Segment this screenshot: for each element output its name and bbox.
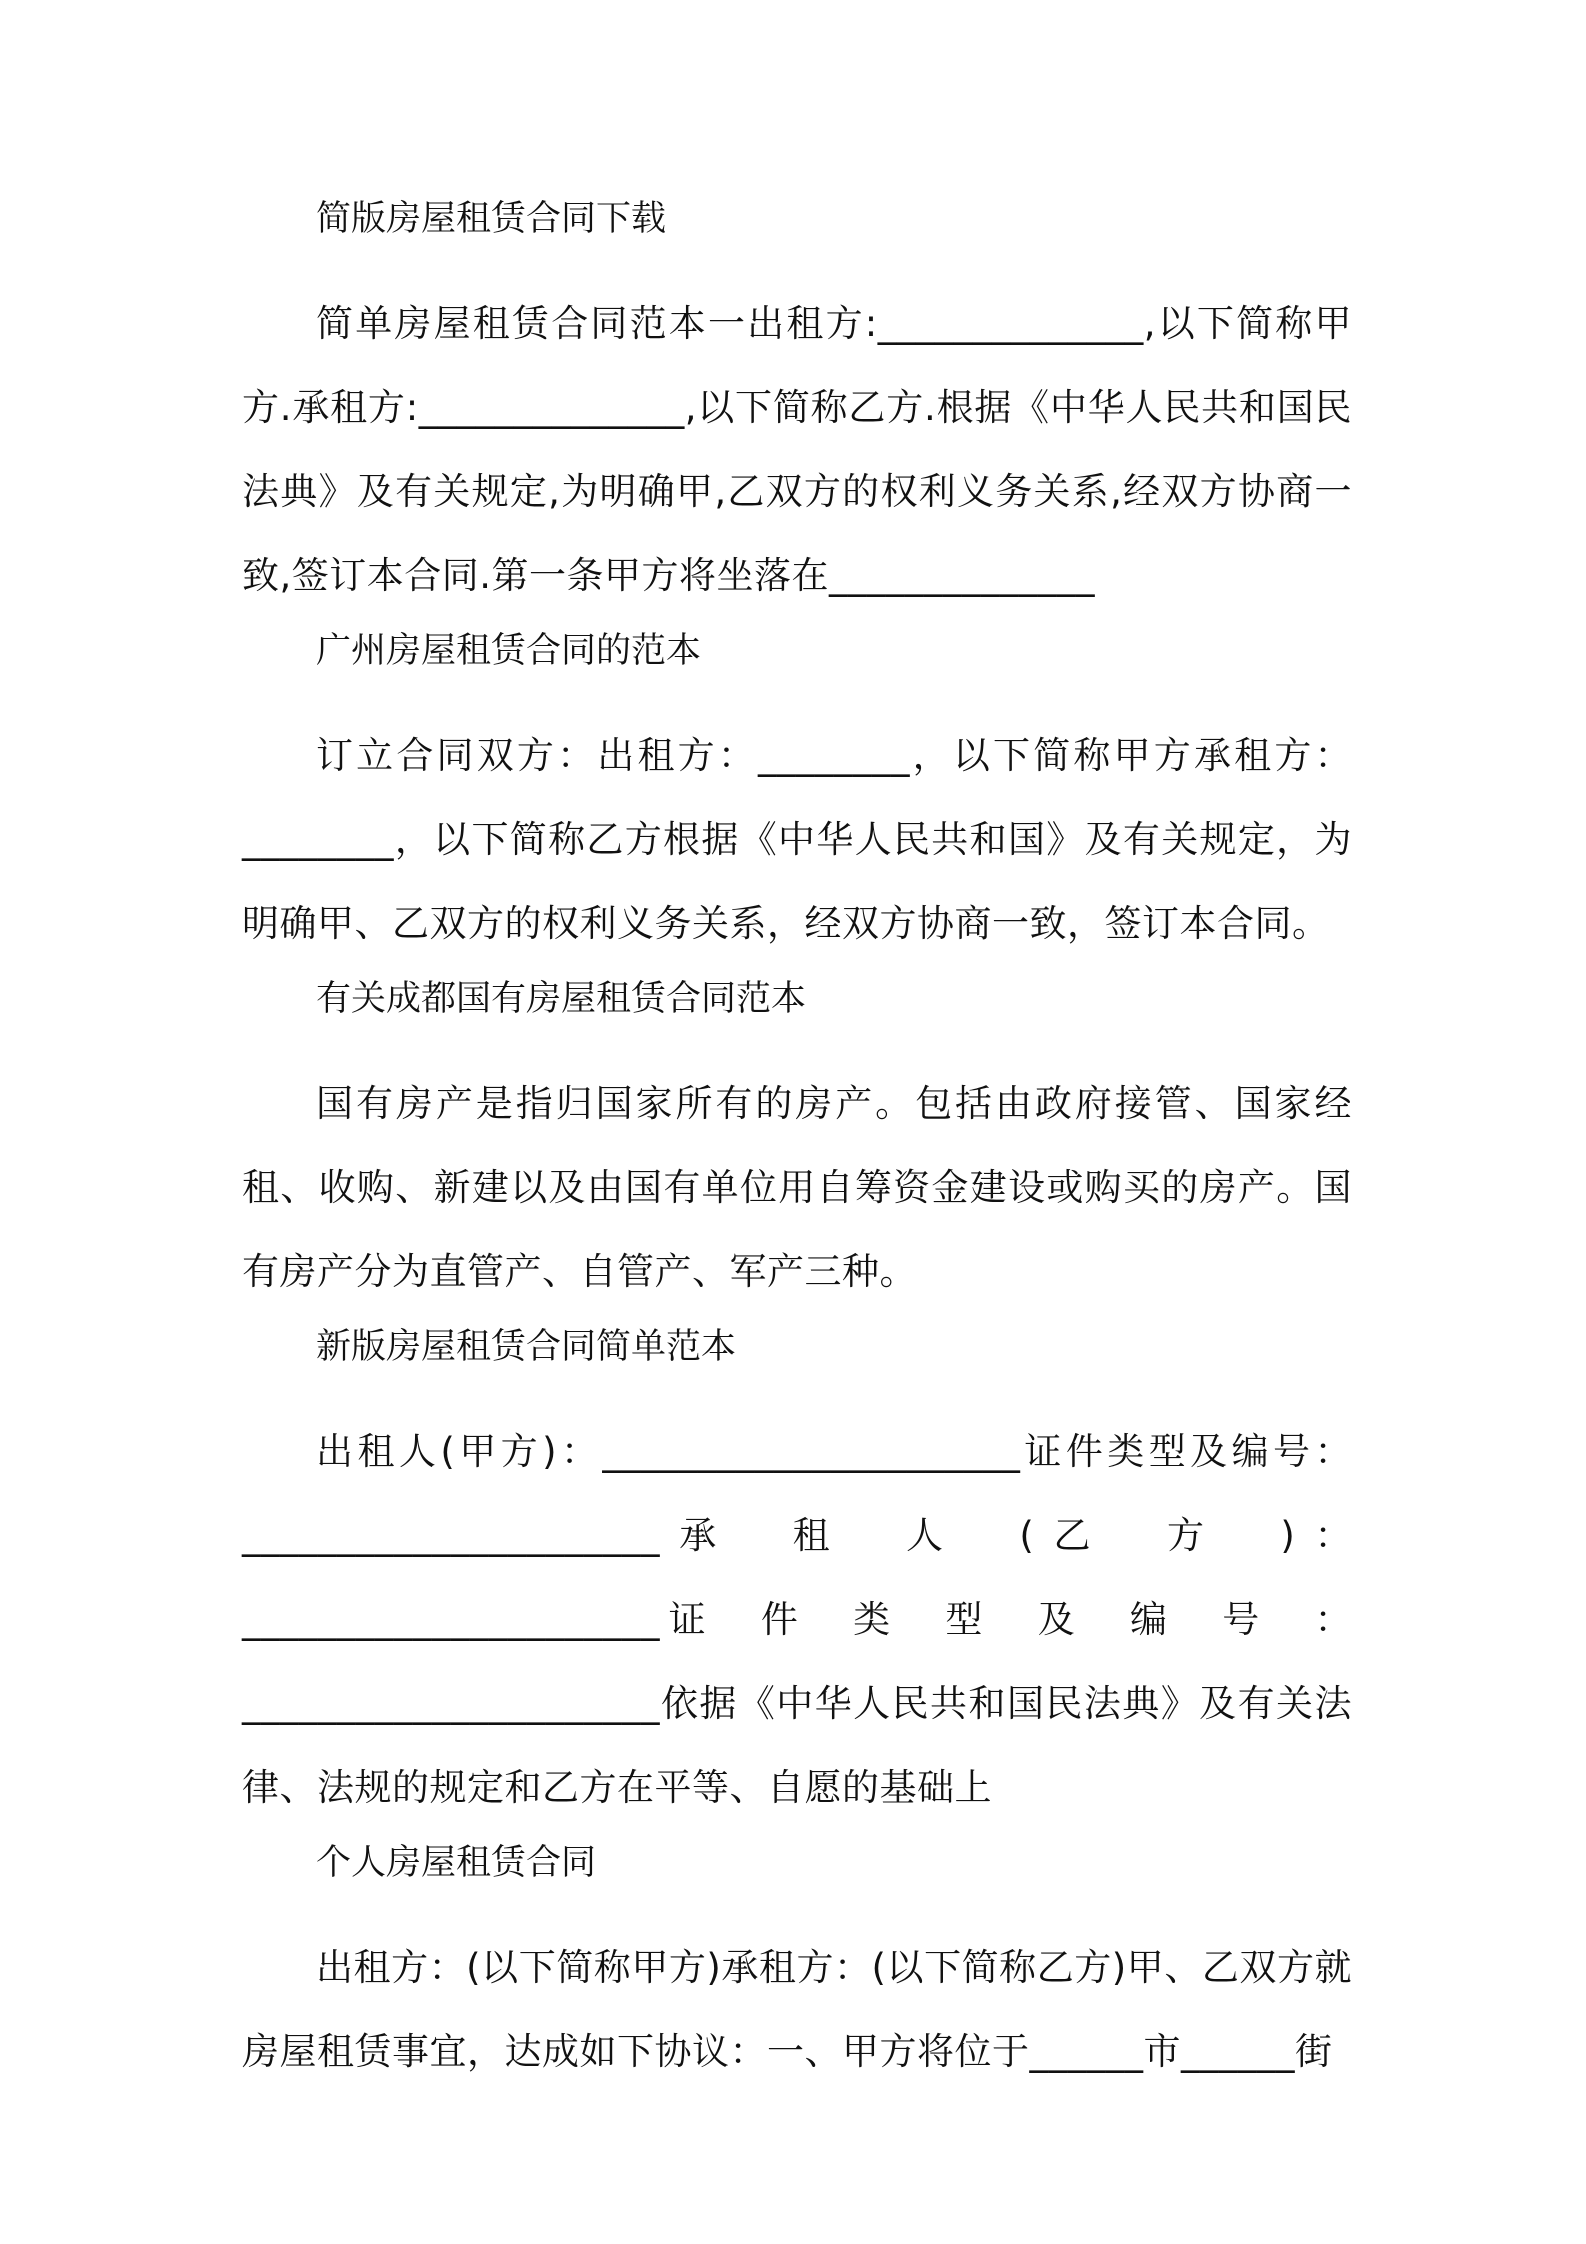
document-page [242, 198, 1352, 2106]
section-title: 个人房屋租赁合同 [316, 1843, 597, 1883]
section-title: 新版房屋租赁合同简单范本 [316, 1327, 737, 1367]
section-title: 有关成都国有房屋租赁合同范本 [316, 979, 807, 1019]
section-1 [242, 198, 1352, 618]
section-body: 出租方：(以下简称甲方)承租方：(以下简称乙方)甲、乙双方就房屋租赁事宜，达成如下协议：一、甲方将位于______市______街 [242, 1946, 1352, 2073]
section-title: 简版房屋租赁合同下载 [316, 199, 667, 239]
section-4 [242, 1326, 1352, 1830]
section-body: 国有房产是指归国家所有的房产。包括由政府接管、国家经租、收购、新建以及由国有单位用自筹资金建设或购买的房产。国有房产分为直管产、自管产、军产三种。 [242, 1082, 1352, 1293]
section-title: 广州房屋租赁合同的范本 [316, 631, 702, 671]
section-5 [242, 1842, 1352, 2094]
section-body: 订立合同双方：出租方：________，以下简称甲方承租方：________，以下简称乙方根据《中华人民共和国》及有关规定，为明确甲、乙双方的权利义务关系，经双方协商一致，签订本合同。 [242, 734, 1352, 945]
section-body: 简单房屋租赁合同范本一出租方:______________,以下简称甲方.承租方:______________,以下简称乙方.根据《中华人民共和国民法典》及有关规定,为明确甲,乙双方的权利义务关系,经双方协商一致,签订本合同.第一条甲方将坐落在______________ [242, 302, 1352, 597]
section-body: 出租人(甲方)：______________________证件类型及编号：______________________承 租 人 (乙 方 )：______________________证 件 类 型 及 编 号 ：______________________依据《中华人民共和国民法典》及有关法律、法规的规定和乙方在平等、自愿的基础上 [242, 1430, 1352, 1809]
section-2 [242, 630, 1352, 966]
section-3 [242, 978, 1352, 1314]
